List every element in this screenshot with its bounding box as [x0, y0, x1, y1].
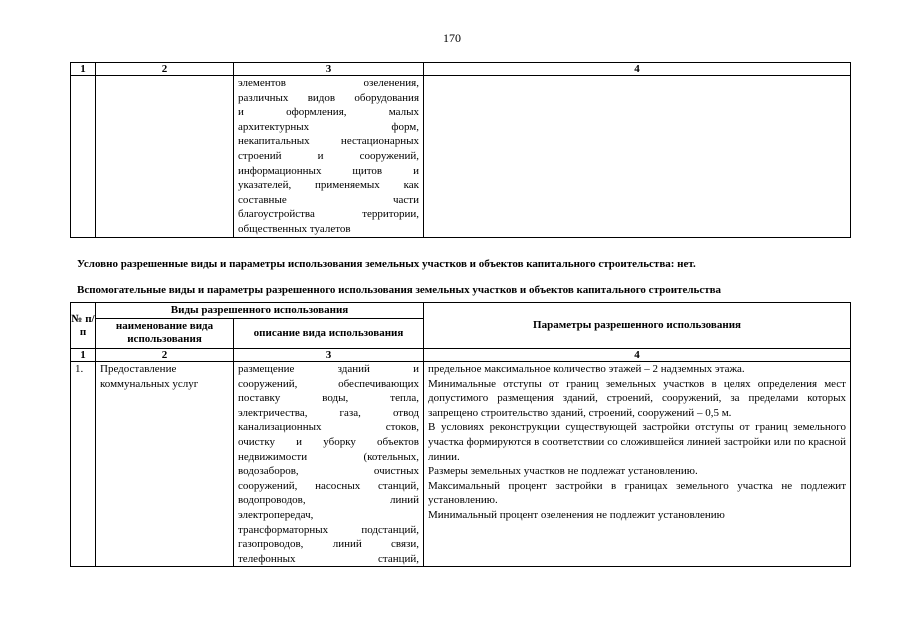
description-line: недвижимости (котельных,	[238, 450, 420, 463]
header-number: № п/п	[71, 303, 96, 349]
use-parameters	[424, 362, 851, 567]
description-line: информационных щитов и	[238, 164, 419, 177]
use-parameters	[424, 76, 851, 238]
description-line: сооружений, насосных станций,	[238, 479, 420, 492]
table-row	[71, 76, 851, 238]
description-line: некапитальных нестационарных	[238, 135, 419, 148]
description-line: размещение зданий и	[238, 363, 420, 375]
use-name	[96, 76, 234, 238]
col-number-1: 1	[71, 349, 96, 362]
col-number-1: 1	[71, 63, 96, 76]
parameter-paragraph: В условиях реконструкции существующей застройки отступы от границ земельного участка формируются в соответствии со сложившейся линией застройки или по красной линии.	[428, 421, 846, 463]
use-description	[234, 362, 424, 567]
description-line: электричества, газа, отвод	[238, 406, 420, 419]
parameter-paragraph: Максимальный процент застройки в границах земельного участка не подлежит установлению.	[428, 479, 846, 507]
col-number-3: 3	[234, 63, 424, 76]
table-row	[71, 362, 851, 567]
description-line: газопроводов, линий связи,	[238, 538, 420, 551]
table-auxiliary-uses	[70, 302, 851, 567]
use-name: Предоставление коммунальных услуг	[96, 362, 234, 567]
description-line: элементов озеленения,	[238, 77, 419, 89]
col-number-4: 4	[424, 349, 851, 362]
header-row-1	[71, 303, 851, 319]
header-use-name: наименование вида использования	[96, 319, 234, 349]
description-line: общественных туалетов	[238, 222, 351, 235]
description-line: водопроводов, линий	[238, 494, 420, 507]
use-description	[234, 76, 424, 238]
heading-auxiliary-uses: Вспомогательные виды и параметры разрешенного использования земельных участков и объектов капитального строительства	[77, 284, 722, 296]
col-number-4: 4	[424, 63, 851, 76]
description-line: архитектурных форм,	[238, 120, 419, 133]
description-line: трансформаторных подстанций,	[238, 523, 420, 536]
row-number	[71, 76, 96, 238]
col-number-2: 2	[96, 63, 234, 76]
column-number-row	[71, 63, 851, 76]
header-uses-group: Виды разрешенного использования	[96, 303, 424, 319]
parameter-paragraph: предельное максимальное количество этажей – 2 надземных этажа.	[428, 363, 745, 375]
description-line: телефонных станций,	[238, 552, 420, 565]
column-number-row	[71, 349, 851, 362]
description-line: составные части	[238, 193, 419, 206]
description-line: поставку воды, тепла,	[238, 392, 420, 405]
parameter-paragraph: Размеры земельных участков не подлежат установлению.	[428, 465, 698, 478]
page-number: 170	[443, 31, 461, 45]
description-line: канализационных стоков,	[238, 421, 420, 434]
heading-conditional-uses: Условно разрешенные виды и параметры использования земельных участков и объектов капитального строительства: нет.	[77, 258, 696, 270]
description-line: строений и сооружений,	[238, 149, 419, 162]
description-line: и оформления, малых	[238, 106, 419, 119]
description-line: водозаборов, очистных	[238, 465, 420, 478]
header-parameters: Параметры разрешенного использования	[424, 303, 851, 349]
description-line: очистку и уборку объектов	[238, 435, 420, 448]
parameter-paragraph: Минимальные отступы от границ земельных участков в целях определения мест допустимого размещения зданий, строений, сооружений, за пределами которых запрещено строительство зданий, строений, сооружений – 0,5 м.	[428, 377, 846, 419]
description-line: различных видов оборудования	[238, 91, 419, 104]
row-number: 1.	[71, 362, 96, 567]
description-line: сооружений, обеспечивающих	[238, 377, 420, 390]
header-use-description: описание вида использования	[234, 319, 424, 349]
description-line: электропередач,	[238, 508, 314, 521]
col-number-3: 3	[234, 349, 424, 362]
parameter-paragraph: Минимальный процент озеленения не подлежит установлению	[428, 508, 725, 521]
description-line: благоустройства территории,	[238, 208, 419, 221]
table-main-uses-continued	[70, 62, 851, 238]
col-number-2: 2	[96, 349, 234, 362]
description-line: указателей, применяемых как	[238, 179, 419, 192]
